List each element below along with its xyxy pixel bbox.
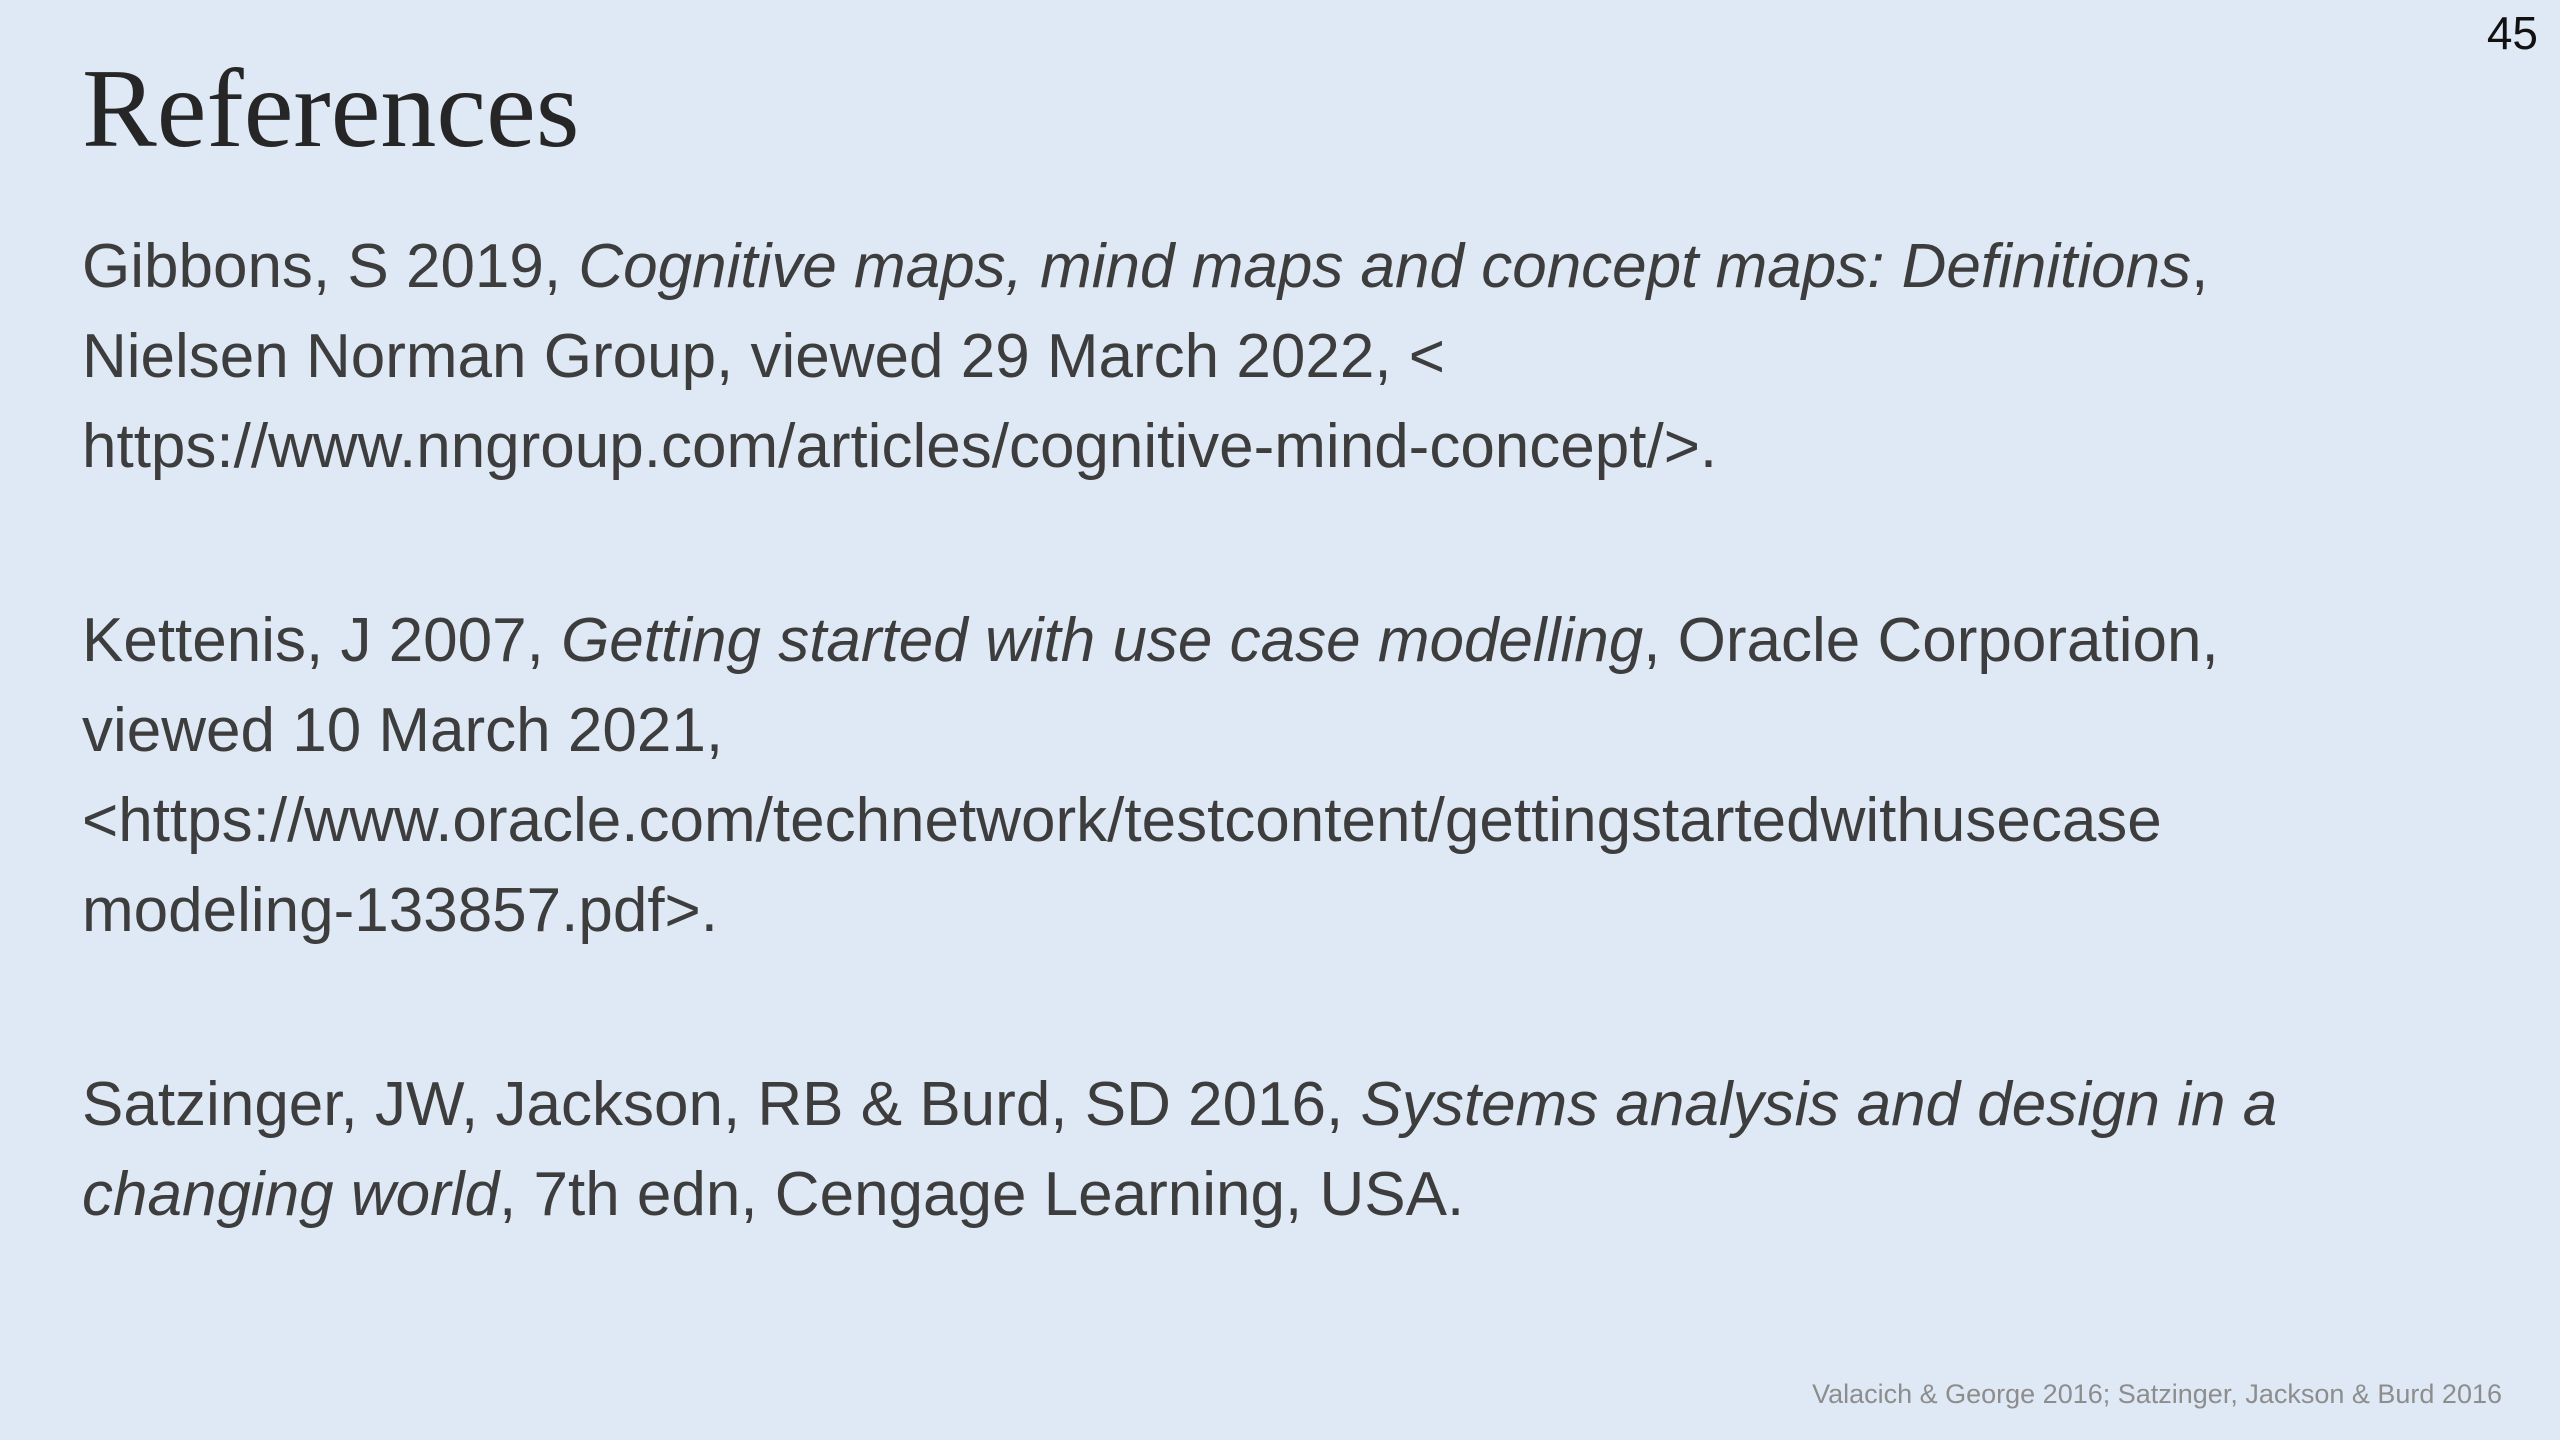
reference-url: <https://www.oracle.com/technetwork/testcontent/gettingstartedwithusecase (82, 786, 2162, 855)
reference-author-year: Kettenis, J 2007, (82, 606, 562, 675)
reference-author-year: Gibbons, S 2019, (82, 232, 579, 301)
reference-kettenis (82, 596, 2502, 956)
footer-citation: Valacich & George 2016; Satzinger, Jackson & Burd 2016 (1812, 1379, 2502, 1409)
reference-title: Getting started with use case modelling (561, 606, 1644, 675)
reference-line: Nielsen Norman Group, viewed 29 March 2022, < (82, 322, 1445, 391)
reference-line (82, 1150, 2502, 1240)
reference-line (82, 1060, 2502, 1150)
reference-publisher: , Oracle Corporation, (1643, 606, 2219, 675)
reference-publisher: , (2191, 232, 2209, 301)
reference-title-continued: changing world (82, 1160, 500, 1229)
reference-satzinger (82, 1060, 2502, 1240)
reference-url: https://www.nngroup.com/articles/cognitive-mind-concept/>. (82, 412, 1718, 481)
reference-list (82, 222, 2502, 1344)
page-title: References (82, 47, 580, 171)
reference-gibbons (82, 222, 2502, 492)
reference-title: Systems analysis and design in a (1360, 1070, 2278, 1139)
reference-url-continued: modeling-133857.pdf>. (82, 876, 718, 945)
reference-title: Cognitive maps, mind maps and concept maps: Definitions (578, 232, 2192, 301)
reference-line: viewed 10 March 2021, (82, 696, 724, 765)
reference-line (82, 222, 2502, 312)
reference-author-year: Satzinger, JW, Jackson, RB & Burd, SD 2016, (82, 1070, 1361, 1139)
reference-publisher: , 7th edn, Cengage Learning, USA. (499, 1160, 1465, 1229)
reference-line (82, 596, 2502, 686)
page-number: 45 (2486, 7, 2538, 59)
